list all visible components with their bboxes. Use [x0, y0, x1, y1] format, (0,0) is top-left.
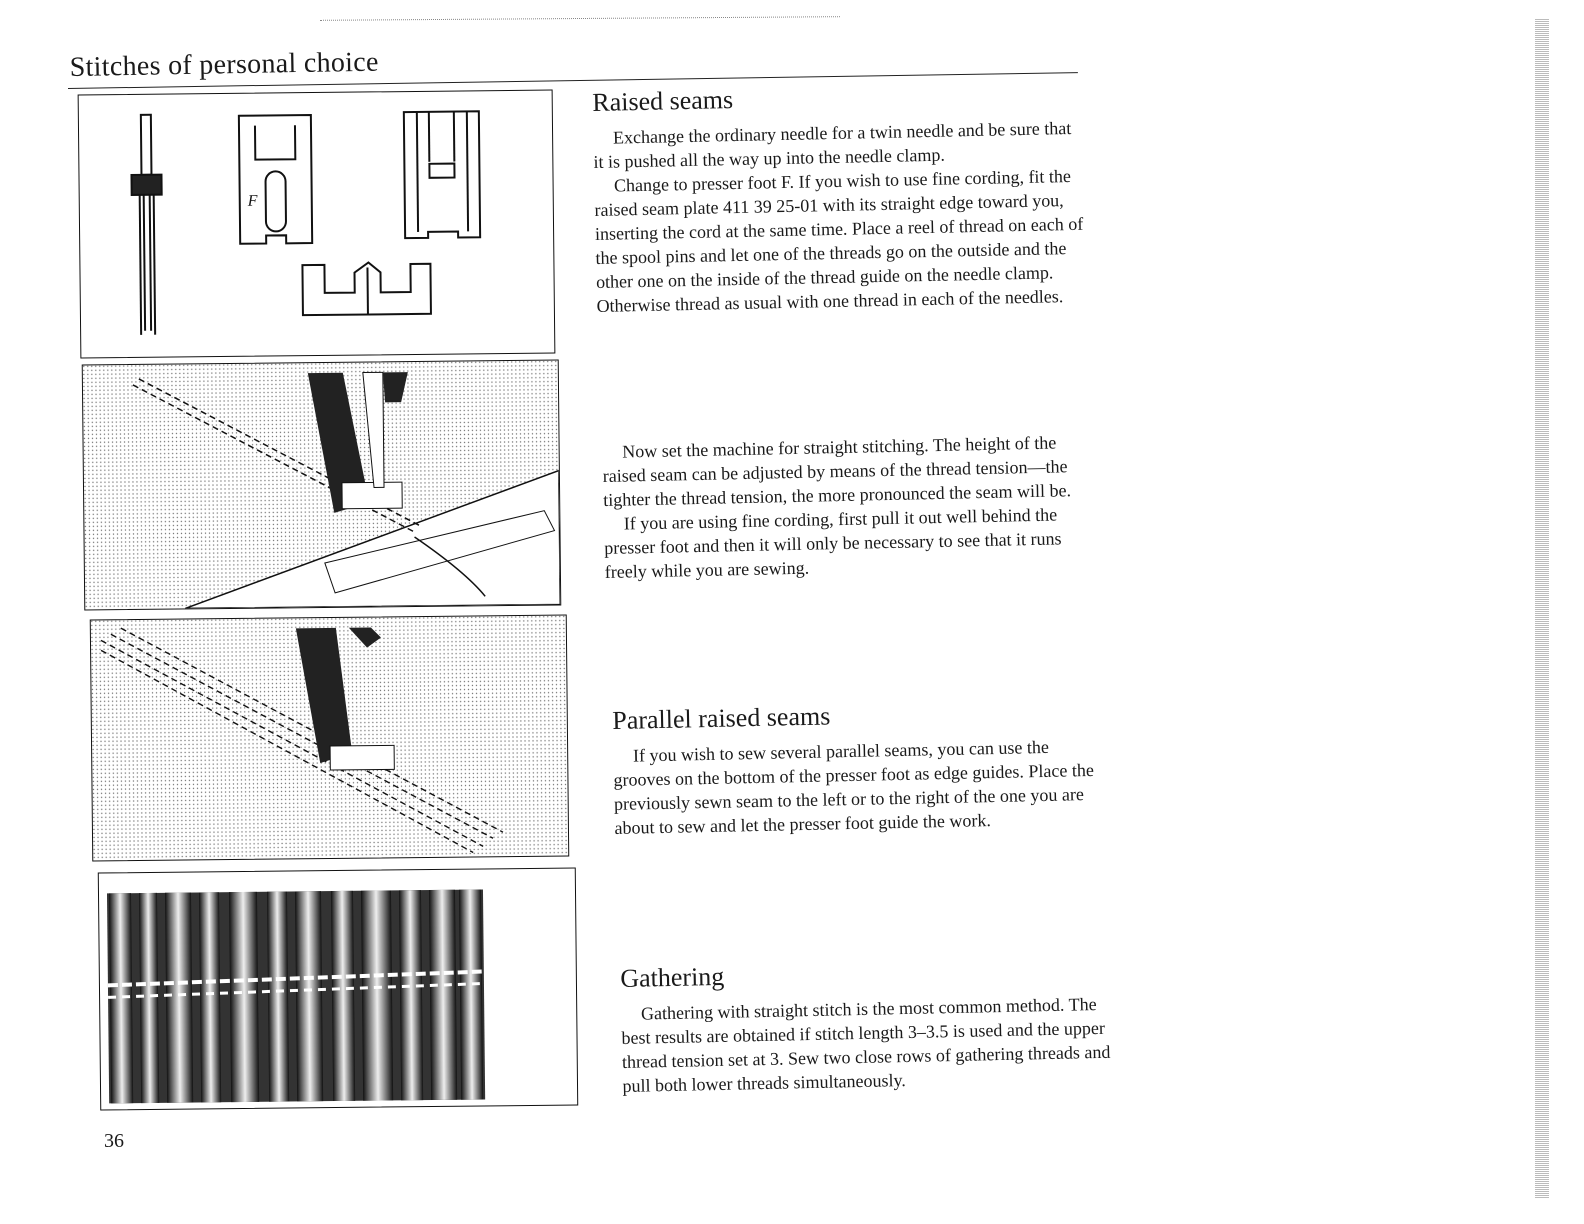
- figure-gathering: [98, 868, 578, 1111]
- raised-seams-paragraph-1: Exchange the ordinary needle for a twin needle and be sure that it is pushed all the way up into the needle clamp.: [593, 117, 1072, 172]
- twin-needle-icon: [131, 115, 163, 335]
- figure-needle-and-feet: [78, 90, 556, 359]
- figure-parallel-seams: [90, 615, 570, 862]
- page-number: 36: [104, 1130, 124, 1152]
- seam-plate-icon: [302, 262, 431, 315]
- scan-artifact-line: [320, 16, 840, 21]
- straight-stitching-paragraph-2: If you are using fine cording, first pull it out well behind the presser foot and then it will only be necessary to see that it runs freely while you are sewing.: [604, 504, 1062, 582]
- presser-foot-bottom-icon: [404, 111, 480, 238]
- figure-raised-seam-drawing: [83, 361, 561, 610]
- heading-parallel-raised-seams: Parallel raised seams: [612, 701, 831, 735]
- heading-raised-seams: Raised seams: [592, 85, 734, 117]
- page-edge-shadow: [1535, 18, 1549, 1198]
- presser-foot-f-icon: [239, 115, 312, 244]
- section-straight-stitching: [602, 430, 1095, 584]
- heading-gathering: Gathering: [620, 961, 725, 993]
- gathering-paragraph: Gathering with straight stitch is the most common method. The best results are obtained if stitch length 3–3.5 is used and the upper thread tension set at 3. Sew two close rows of gathering threads and pull both lower threads simultaneously.: [621, 994, 1111, 1096]
- section-parallel-raised-seams: [612, 696, 1105, 840]
- figure-raised-seam-sewing: [82, 360, 562, 611]
- figure-parallel-seams-drawing: [91, 616, 568, 861]
- figure-needle-and-feet-drawing: [79, 91, 555, 358]
- foot-f-label: F: [247, 192, 258, 210]
- figure-gathering-drawing: [99, 869, 577, 1110]
- section-raised-seams: [592, 78, 1087, 318]
- straight-stitching-paragraph-1: Now set the machine for straight stitching. The height of the raised seam can be adjusted by means of the thread tension—the tighter the thread tension, the more pronounced the seam will be.: [602, 432, 1072, 510]
- section-gathering: [620, 954, 1113, 1098]
- raised-seams-paragraph-2: Change to presser foot F. If you wish to use fine cording, fit the raised seam plate 411 39 25-01 with its straight edge toward you, inserting the cord at the same time. Place a reel of thread on each of the spool pins and let one of the threads go on the outside and the other one on the inside of the thread guide on the needle clamp. Otherwise thread as usual with one thread in each of the needles.: [594, 165, 1084, 316]
- page-title: Stitches of personal choice: [69, 46, 379, 84]
- parallel-seams-paragraph: If you wish to sew several parallel seams, you can use the grooves on the bottom of the presser foot as edge guides. Place the previously sewn seam to the left or to the right of the one you are about to sew and let the presser foot guide the work.: [613, 736, 1095, 838]
